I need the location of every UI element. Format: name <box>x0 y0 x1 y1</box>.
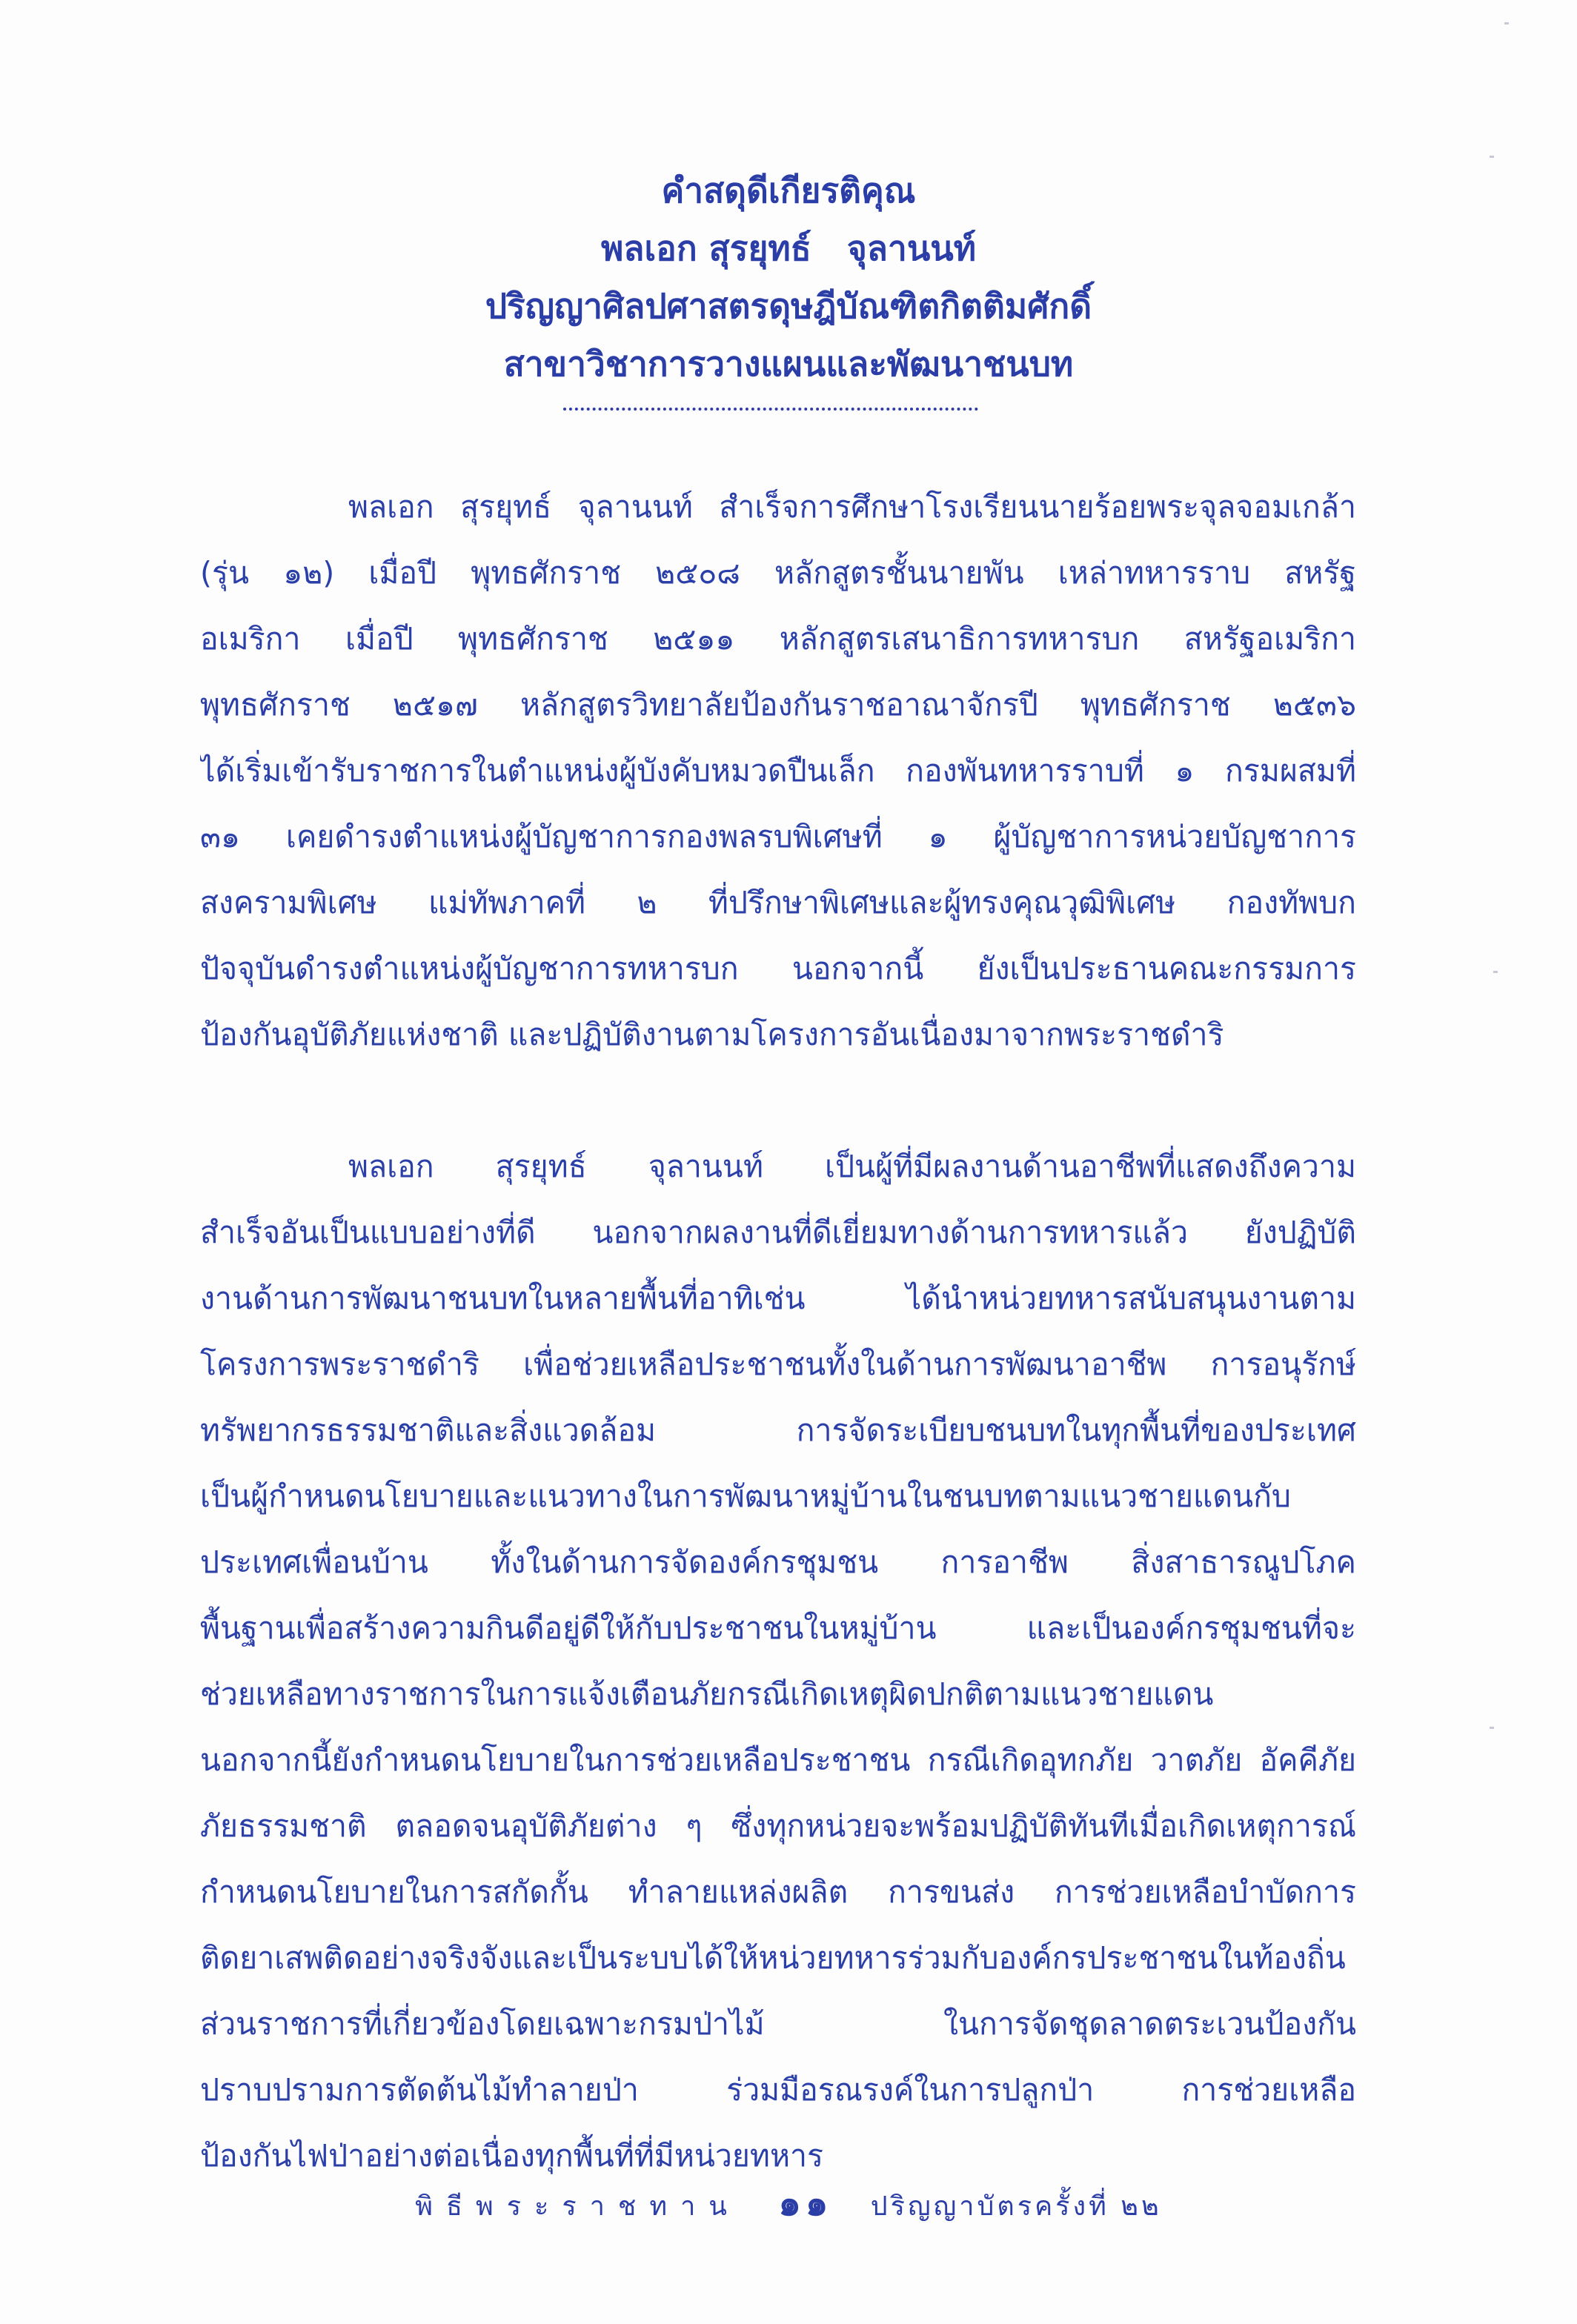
page-number: ๑๑ <box>778 2182 833 2224</box>
heading-degree: ปริญญาศิลปศาสตรดุษฎีบัณฑิตกิตติมศักดิ์ <box>485 286 1092 326</box>
paragraph-line: พื้นฐานเพื่อสร้างความกินดีอยู่ดีให้กับประชาชนในหมู่บ้าน และเป็นองค์กรชุมชนที่จะ <box>200 1610 1356 1646</box>
heading-title: คำสดุดีเกียรติคุณ <box>661 170 916 210</box>
paragraph-line: อเมริกา เมื่อปี พุทธศักราช ๒๕๑๑ หลักสูตรเสนาธิการทหารบก สหรัฐอเมริกา <box>200 621 1356 657</box>
scan-speck <box>1490 156 1494 158</box>
paragraph-line: งานด้านการพัฒนาชนบทในหลายพื้นที่อาทิเช่น ได้นำหน่วยทหารสนับสนุนงานตาม <box>200 1281 1356 1316</box>
paragraph-line: ติดยาเสพติดอย่างจริงจังและเป็นระบบได้ให้หน่วยทหารร่วมกับองค์กรประชาชนในท้องถิ่น <box>200 1940 1346 1976</box>
paragraph-line: ส่วนราชการที่เกี่ยวข้องโดยเฉพาะกรมป่าไม้ ในการจัดชุดลาดตระเวนป้องกัน <box>200 2006 1356 2042</box>
document-heading <box>0 162 1577 393</box>
paragraph-line: ทรัพยากรธรรมชาติและสิ่งแวดล้อม การจัดระเบียบชนบทในทุกพื้นที่ของประเทศ <box>200 1412 1356 1448</box>
paragraph-line: พลเอก สุรยุทธ์ จุลานนท์ สำเร็จการศึกษาโรงเรียนนายร้อยพระจุลจอมเกล้า <box>348 489 1356 525</box>
paragraph-line: ๓๑ เคยดำรงตำแหน่งผู้บัญชาการกองพลรบพิเศษที่ ๑ ผู้บัญชาการหน่วยบัญชาการ <box>200 819 1356 854</box>
paragraph-line: ภัยธรรมชาติ ตลอดจนอุบัติภัยต่าง ๆ ซึ่งทุกหน่วยจะพร้อมปฏิบัติทันทีเมื่อเกิดเหตุการณ์ <box>200 1808 1356 1844</box>
scan-speck <box>1493 971 1498 973</box>
paragraph-line: สำเร็จอันเป็นแบบอย่างที่ดี นอกจากผลงานที่ดีเยี่ยมทางด้านการทหารแล้ว ยังปฏิบัติ <box>200 1215 1356 1250</box>
scan-speck <box>1490 1727 1494 1729</box>
paragraph-line: ป้องกันอุบัติภัยแห่งชาติ และปฏิบัติงานตามโครงการอันเนื่องมาจากพระราชดำริ <box>200 1017 1224 1052</box>
heading-honoree-name: พลเอก สุรยุทธ์ จุลานนท์ <box>600 228 977 268</box>
dotted-divider <box>563 408 978 411</box>
paragraph-line: กำหนดนโยบายในการสกัดกั้น ทำลายแหล่งผลิต การขนส่ง การช่วยเหลือบำบัดการ <box>200 1874 1356 1910</box>
paragraph-line: ปัจจุบันดำรงตำแหน่งผู้บัญชาการทหารบก นอกจากนี้ ยังเป็นประธานคณะกรรมการ <box>200 951 1356 986</box>
paragraph-line: โครงการพระราชดำริ เพื่อช่วยเหลือประชาชนทั้งในด้านการพัฒนาอาชีพ การอนุรักษ์ <box>200 1347 1356 1382</box>
paragraph-achievements <box>200 1134 1356 2189</box>
footer-ceremony-label: พิธีพระราชทาน <box>415 2191 740 2222</box>
paragraph-education-career <box>200 474 1356 1068</box>
paragraph-line: เป็นผู้กำหนดนโยบายและแนวทางในการพัฒนาหมู่บ้านในชนบทตามแนวชายแดนกับ <box>200 1478 1291 1514</box>
scan-speck <box>1504 22 1509 24</box>
page-footer <box>0 2175 1577 2231</box>
paragraph-line: นอกจากนี้ยังกำหนดนโยบายในการช่วยเหลือประชาชน กรณีเกิดอุทกภัย วาตภัย อัคคีภัย <box>200 1742 1356 1778</box>
paragraph-line: สงครามพิเศษ แม่ทัพภาคที่ ๒ ที่ปรึกษาพิเศษและผู้ทรงคุณวุฒิพิเศษ กองทัพบก <box>200 885 1356 920</box>
footer-degree-ceremony-label: ปริญญาบัตรครั้งที่ ๒๒ <box>870 2191 1162 2222</box>
paragraph-line: (รุ่น ๑๒) เมื่อปี พุทธศักราช ๒๕๐๘ หลักสูตรชั้นนายพัน เหล่าทหารราบ สหรัฐ <box>200 555 1356 591</box>
paragraph-line: ป้องกันไฟป่าอย่างต่อเนื่องทุกพื้นที่ที่มีหน่วยทหาร <box>200 2138 824 2174</box>
paragraph-line: ได้เริ่มเข้ารับราชการในตำแหน่งผู้บังคับหมวดปืนเล็ก กองพันทหารราบที่ ๑ กรมผสมที่ <box>200 753 1356 788</box>
paragraph-line: พุทธศักราช ๒๕๑๗ หลักสูตรวิทยาลัยป้องกันราชอาณาจักรปี พุทธศักราช ๒๕๓๖ <box>200 687 1356 723</box>
paragraph-line: ปราบปรามการตัดต้นไม้ทำลายป่า ร่วมมือรณรงค์ในการปลูกป่า การช่วยเหลือ <box>200 2072 1356 2108</box>
heading-field-of-study: สาขาวิชาการวางแผนและพัฒนาชนบท <box>503 344 1074 384</box>
paragraph-line: พลเอก สุรยุทธ์ จุลานนท์ เป็นผู้ที่มีผลงานด้านอาชีพที่แสดงถึงความ <box>348 1149 1356 1184</box>
paragraph-line: ประเทศเพื่อนบ้าน ทั้งในด้านการจัดองค์กรชุมชน การอาชีพ สิ่งสาธารณูปโภค <box>200 1544 1356 1580</box>
paragraph-line: ช่วยเหลือทางราชการในการแจ้งเตือนภัยกรณีเกิดเหตุผิดปกติตามแนวชายแดน <box>200 1676 1214 1712</box>
